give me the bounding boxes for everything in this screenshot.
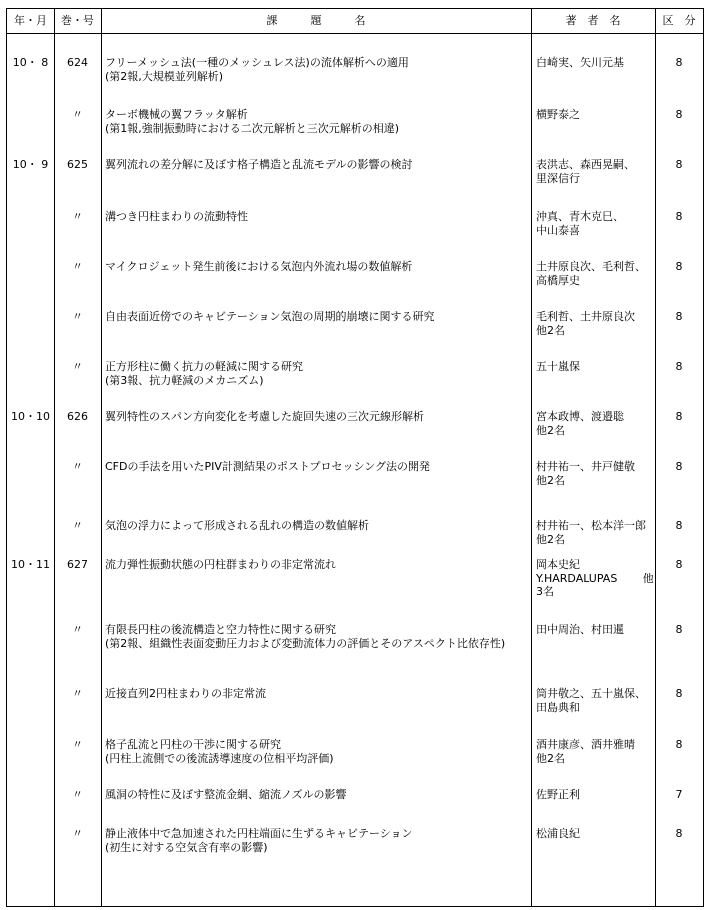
row-title <box>105 108 531 135</box>
row-category: 7 <box>675 788 683 801</box>
row-volume: 〃 <box>72 519 83 532</box>
row-volume: 〃 <box>72 460 83 473</box>
title-subtitle: (第1報,強制振動時における二次元解析と三次元解析の相違) <box>105 121 400 135</box>
title-main: 静止液体中で急加速された円柱端面に生ずるキャビテーション <box>105 827 413 840</box>
publication-table <box>6 8 704 907</box>
row-date: 10・11 <box>11 558 50 571</box>
title-subtitle: (第2報,大規模並列解析) <box>105 69 224 83</box>
column-divider <box>531 9 532 906</box>
row-title <box>105 260 531 274</box>
header-volume: 巻・号 <box>61 14 94 27</box>
row-category: 8 <box>675 108 683 121</box>
author-line: 酒井康彦、酒井雅晴 <box>536 738 635 751</box>
row-title <box>105 360 531 387</box>
title-main: 格子乱流と円柱の干渉に関する研究 <box>105 738 281 751</box>
row-title <box>105 210 531 224</box>
title-main: 気泡の浮力によって形成される乱れの構造の数値解析 <box>105 519 369 532</box>
row-volume: 〃 <box>72 827 83 840</box>
author-line: 筒井敬之、五十嵐保、 <box>536 687 646 700</box>
row-date: 10・ 8 <box>12 56 49 69</box>
author-line: 白崎実、矢川元基 <box>536 56 624 69</box>
title-main: フリーメッシュ法(一種のメッシュレス法)の流体解析への適用 <box>105 56 409 69</box>
author-line: 他2名 <box>536 473 565 487</box>
row-volume: 〃 <box>72 738 83 751</box>
row-volume: 〃 <box>72 623 83 636</box>
title-main: マイクロジェット発生前後における気泡内外流れ場の数値解析 <box>105 260 413 273</box>
row-volume: 626 <box>67 410 88 423</box>
author-line: 岡本史紀 <box>536 558 580 571</box>
author-line: 松浦良紀 <box>536 827 580 840</box>
author-line: 佐野正利 <box>536 788 580 801</box>
title-main: 正方形柱に働く抗力の軽減に関する研究 <box>105 360 303 373</box>
row-volume: 〃 <box>72 260 83 273</box>
row-volume: 〃 <box>72 108 83 121</box>
row-authors <box>536 827 656 841</box>
title-subtitle: (第2報、組織性表面変動圧力および変動流体力の評価とそのアスペクト比依存性) <box>105 636 506 650</box>
header-title: 課 題 名 <box>266 14 366 27</box>
row-volume: 〃 <box>72 360 83 373</box>
row-authors <box>536 519 656 546</box>
row-category: 8 <box>675 410 683 423</box>
author-line: 他2名 <box>536 323 565 337</box>
row-authors <box>536 558 656 599</box>
title-main: 翼列流れの差分解に及ぼす格子構造と乱流モデルの影響の検討 <box>105 158 413 171</box>
title-subtitle: (初生に対する空気含有率の影響) <box>105 840 268 854</box>
row-authors <box>536 158 656 185</box>
author-line: 村井祐一、松本洋一郎 <box>536 519 646 532</box>
row-title <box>105 827 531 854</box>
row-authors <box>536 360 656 374</box>
row-volume: 627 <box>67 558 88 571</box>
author-line: Y.HARDALUPAS 他 <box>536 571 654 585</box>
row-date: 10・ 9 <box>12 158 49 171</box>
row-volume: 〃 <box>72 788 83 801</box>
author-line: 横野泰之 <box>536 108 580 121</box>
row-category: 8 <box>675 310 683 323</box>
row-title <box>105 56 531 83</box>
row-authors <box>536 460 656 487</box>
column-divider <box>54 9 55 906</box>
row-authors <box>536 410 656 437</box>
row-volume: 624 <box>67 56 88 69</box>
header-divider <box>7 33 703 34</box>
row-category: 8 <box>675 210 683 223</box>
row-authors <box>536 788 656 802</box>
author-line: 里深信行 <box>536 171 580 185</box>
title-main: 溝つき円柱まわりの流動特性 <box>105 210 248 223</box>
author-line: 3名 <box>536 585 554 598</box>
row-date: 10・10 <box>11 410 50 423</box>
header-date: 年・月 <box>14 14 47 27</box>
row-title <box>105 788 531 802</box>
row-title <box>105 310 531 324</box>
title-main: CFDの手法を用いたPIV計測結果のポストプロセッシング法の開発 <box>105 460 431 473</box>
row-volume: 〃 <box>72 687 83 700</box>
row-authors <box>536 260 656 287</box>
row-volume: 〃 <box>72 310 83 323</box>
row-volume: 〃 <box>72 210 83 223</box>
row-title <box>105 558 531 572</box>
row-category: 8 <box>675 519 683 532</box>
header-category: 区 分 <box>662 14 696 27</box>
row-title <box>105 687 531 701</box>
title-subtitle: (第3報、抗力軽減のメカニズム) <box>105 373 264 387</box>
row-title <box>105 738 531 765</box>
row-authors <box>536 56 656 70</box>
title-main: 翼列特性のスパン方向変化を考慮した旋回失速の三次元線形解析 <box>105 410 424 423</box>
author-line: 他2名 <box>536 423 565 437</box>
column-divider <box>101 9 102 906</box>
row-category: 8 <box>675 56 683 69</box>
row-authors <box>536 623 656 637</box>
author-line: 他2名 <box>536 532 565 546</box>
row-category: 8 <box>675 460 683 473</box>
author-line: 毛利哲、土井原良次 <box>536 310 635 323</box>
author-line: 沖真、青木克巳、 <box>536 210 624 223</box>
row-authors <box>536 310 656 337</box>
author-line: 高橋厚史 <box>536 273 580 287</box>
title-main: 流力弾性振動状態の円柱群まわりの非定常流れ <box>105 558 336 571</box>
title-subtitle: (円柱上流側での後流誘導速度の位相平均評価) <box>105 751 334 765</box>
author-line: 表洪志、森西晃嗣、 <box>536 158 635 171</box>
author-line: 五十嵐保 <box>536 360 580 373</box>
row-authors <box>536 687 656 714</box>
header-authors: 著 者 名 <box>565 14 621 27</box>
row-authors <box>536 108 656 122</box>
author-line: 中山泰喜 <box>536 223 580 237</box>
row-category: 8 <box>675 260 683 273</box>
author-line: 田島典和 <box>536 700 580 714</box>
column-divider <box>655 9 656 906</box>
row-category: 8 <box>675 623 683 636</box>
row-category: 8 <box>675 360 683 373</box>
title-main: 風洞の特性に及ぼす整流金網、縮流ノズルの影響 <box>105 788 347 801</box>
title-main: ターボ機械の翼フラッタ解析 <box>105 108 248 121</box>
row-category: 8 <box>675 827 683 840</box>
row-title <box>105 410 531 424</box>
title-main: 自由表面近傍でのキャビテーション気泡の周期的崩壊に関する研究 <box>105 310 435 323</box>
row-category: 8 <box>675 738 683 751</box>
row-category: 8 <box>675 687 683 700</box>
row-authors <box>536 738 656 765</box>
author-line: 村井祐一、井戸健敬 <box>536 460 635 473</box>
row-volume: 625 <box>67 158 88 171</box>
row-category: 8 <box>675 558 683 571</box>
author-line: 土井原良次、毛利哲、 <box>536 260 646 273</box>
author-line: 田中周治、村田暹 <box>536 623 624 636</box>
title-main: 近接直列2円柱まわりの非定常流 <box>105 687 266 700</box>
row-title <box>105 519 531 533</box>
author-line: 宮本政博、渡邉聡 <box>536 410 624 423</box>
row-category: 8 <box>675 158 683 171</box>
row-title <box>105 460 531 474</box>
author-line: 他2名 <box>536 751 565 765</box>
title-main: 有限長円柱の後流構造と空力特性に関する研究 <box>105 623 336 636</box>
row-title <box>105 158 531 172</box>
row-authors <box>536 210 656 237</box>
row-title <box>105 623 531 650</box>
